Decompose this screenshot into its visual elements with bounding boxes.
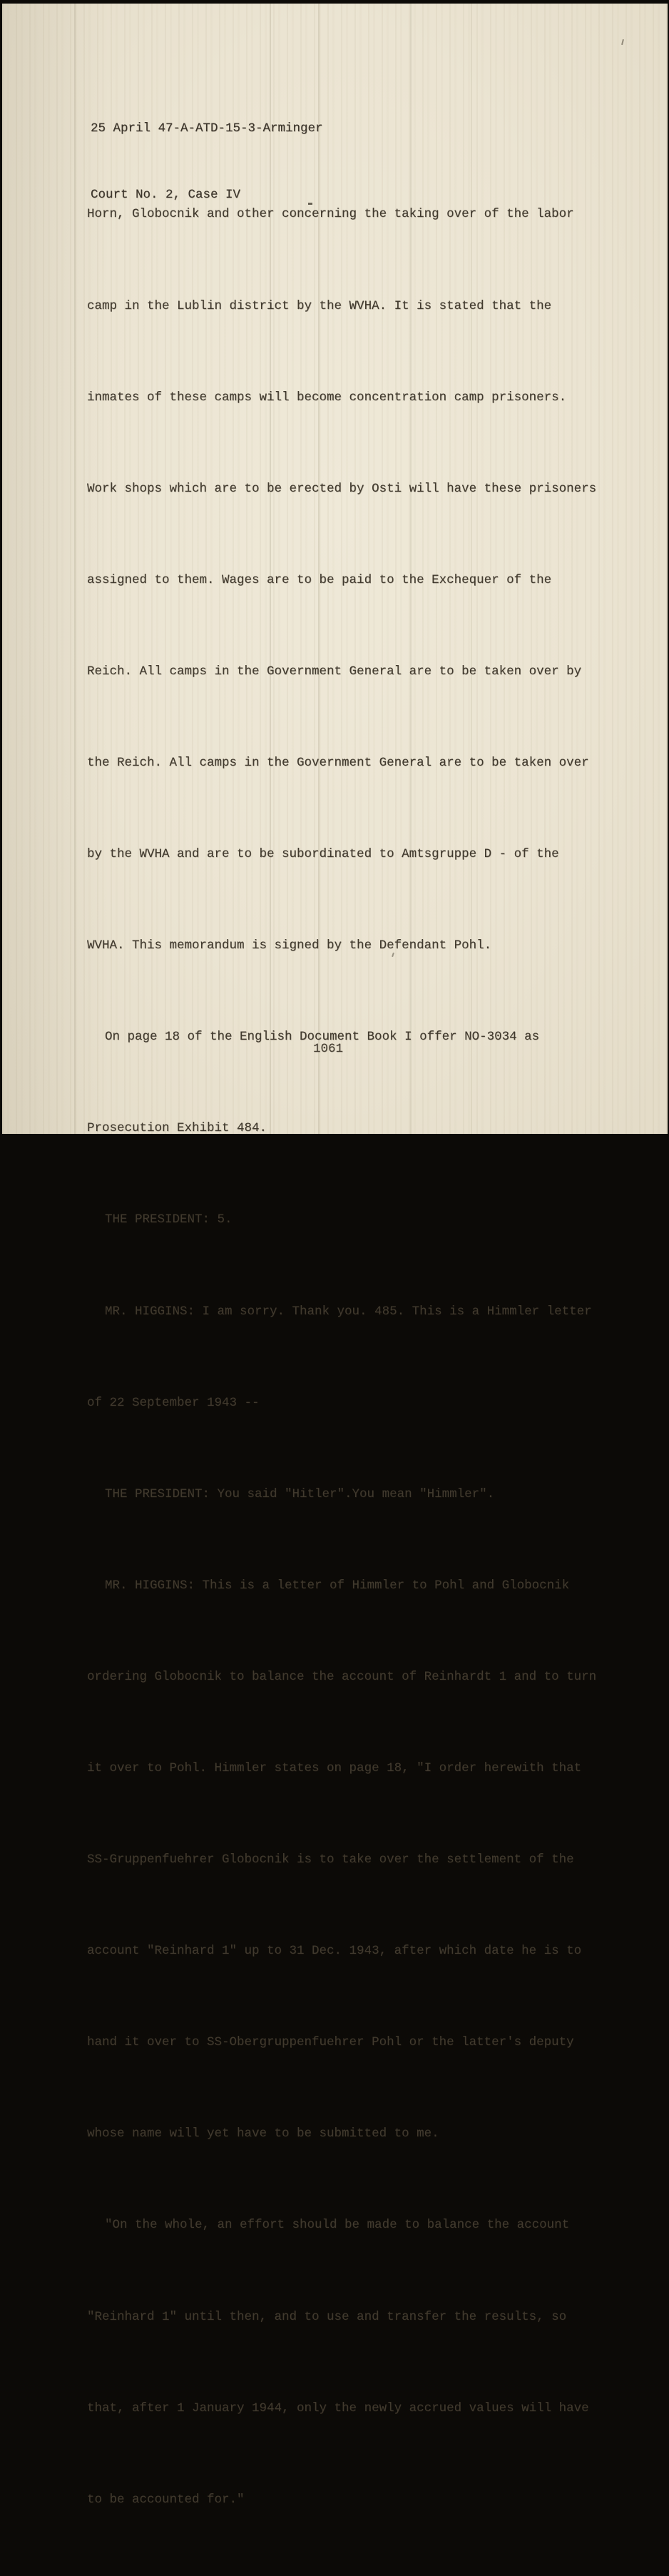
- page-number: 1061: [313, 1042, 344, 1056]
- text-line: Work shops which are to be erected by Osti will have these prisoners: [87, 481, 597, 496]
- text-line: SS-Gruppenfuehrer Globocnik is to take over the settlement of the: [87, 1852, 574, 1867]
- text-line: THE PRESIDENT: 5.: [105, 1212, 233, 1227]
- text-line: inmates of these camps will become concentration camp prisoners.: [87, 390, 567, 405]
- typo-correction-mark: [308, 203, 312, 205]
- text-line: the Reich. All camps in the Government General are to be taken over: [87, 755, 589, 770]
- text-line: that, after 1 January 1944, only the newly accrued values will have: [87, 2400, 589, 2415]
- text-line: hand it over to SS-Obergruppenfuehrer Pohl or the latter's deputy: [87, 2035, 574, 2050]
- text-line: camp in the Lublin district by the WVHA. It is stated that the: [87, 298, 552, 313]
- text-line: "On the whole, an effort should be made to balance the account: [105, 2218, 570, 2233]
- transcript-text: [87, 138, 629, 2576]
- text-line: account "Reinhard 1" up to 31 Dec. 1943, after which date he is to: [87, 1944, 582, 1959]
- text-line: MR. HIGGINS: I am sorry. Thank you. 485. This is a Himmler letter: [105, 1304, 592, 1319]
- text-line: of 22 September 1943 --: [87, 1395, 260, 1410]
- paper-crease-line: [74, 4, 76, 1134]
- header-date-line: 25 April 47-A-ATD-15-3-Arminger: [91, 121, 323, 136]
- text-line: "Reinhard 1" until then, and to use and transfer the results, so: [87, 2309, 567, 2324]
- text-line: On page 18 of the English Document Book I offer NO-3034 as: [105, 1030, 540, 1045]
- text-line: to be accounted for.": [87, 2492, 245, 2507]
- text-line: ordering Globocnik to balance the account of Reinhardt 1 and to turn: [87, 1669, 597, 1684]
- text-line: assigned to them. Wages are to be paid to the Exchequer of the: [87, 572, 552, 587]
- header-court-line: Court No. 2, Case IV: [91, 188, 241, 202]
- text-line: by the WVHA and are to be subordinated to Amtsgruppe D - of the: [87, 847, 559, 862]
- text-line: Reich. All camps in the Government General are to be taken over by: [87, 664, 582, 679]
- text-line: it over to Pohl. Himmler states on page 18, "I order herewith that: [87, 1761, 582, 1775]
- text-line: Horn, Globocnik and other concerning the taking over of the labor: [87, 207, 574, 222]
- text-line: THE PRESIDENT: You said "Hitler".You mean "Himmler".: [105, 1486, 495, 1501]
- text-line: Prosecution Exhibit 484.: [87, 1121, 267, 1136]
- text-line: whose name will yet have to be submitted to me.: [87, 2126, 439, 2141]
- text-line: MR. HIGGINS: This is a letter of Himmler to Pohl and Globocnik: [105, 1578, 570, 1593]
- document-page: [2, 4, 668, 2507]
- text-line: WVHA. This memorandum is signed by the Defendant Pohl.: [87, 938, 492, 953]
- stray-ink-mark: [621, 39, 624, 45]
